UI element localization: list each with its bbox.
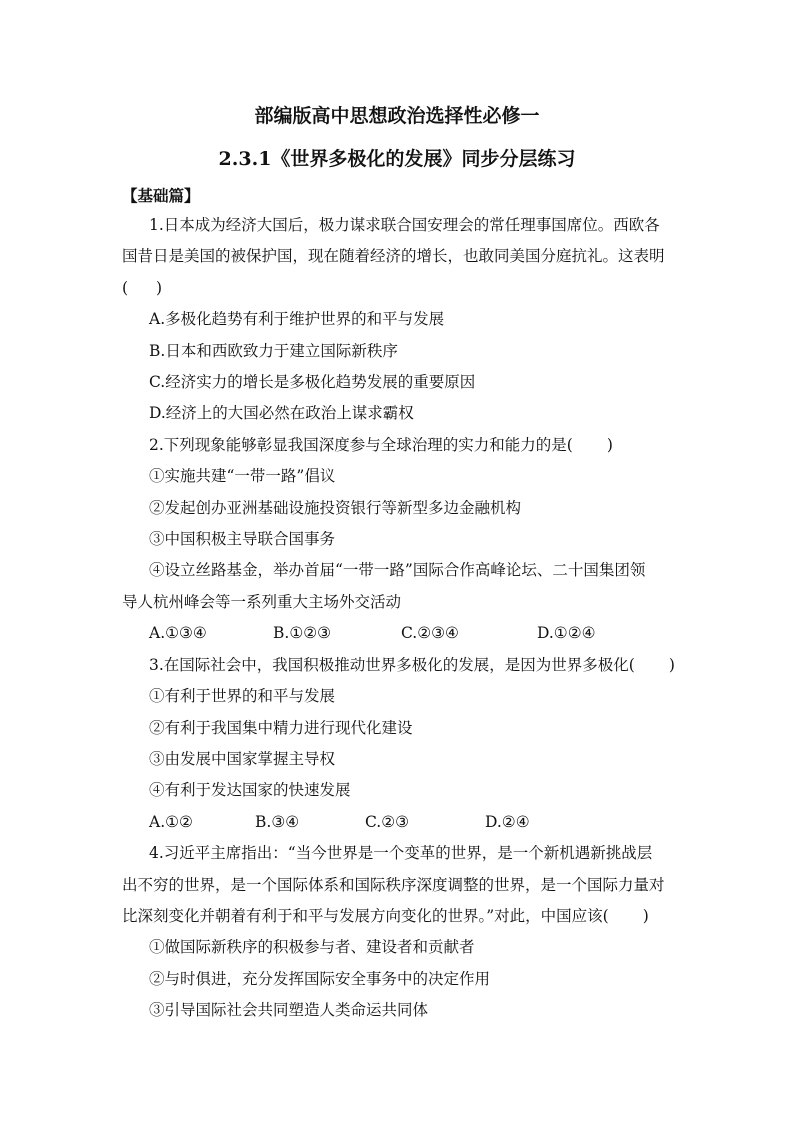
statement-3: ③引导国际社会共同塑造人类命运共同体 [149, 1001, 429, 1020]
question-2-stem: 2.下列现象能够彰显我国深度参与全球治理的实力和能力的是( ) [149, 435, 613, 454]
statement-4: ④有利于发达国家的快速发展 [149, 781, 351, 800]
statement-1: ①有利于世界的和平与发展 [149, 687, 336, 706]
option-b: B.日本和西欧致力于建立国际新秩序 [149, 341, 398, 360]
statement-3: ③由发展中国家掌握主导权 [149, 749, 336, 768]
question-4-stem: 4.习近平主席指出：“当今世界是一个变革的世界，是一个新机遇新挑战层 [149, 844, 653, 863]
statement-4: ④设立丝路基金，举办首届“一带一路”国际合作高峰论坛、二十国集团领 [149, 561, 646, 580]
document-subtitle: 2.3.1《世界多极化的发展》同步分层练习 [218, 148, 576, 170]
statement-3: ③中国积极主导联合国事务 [149, 530, 336, 549]
question-4-stem-cont: 出不穷的世界，是一个国际体系和国际秩序深度调整的世界，是一个国际力量对 [122, 875, 665, 894]
choice-c: C.②③④ [401, 624, 459, 643]
statement-2: ②有利于我国集中精力进行现代化建设 [149, 718, 413, 737]
choice-d: D.①②④ [537, 624, 596, 643]
choice-d: D.②④ [485, 812, 530, 831]
section-heading: 【基础篇】 [122, 186, 200, 205]
question-4-stem-cont: 比深刻变化并朝着有利于和平与发展方向变化的世界。”对此，中国应该( ) [122, 906, 649, 925]
choice-row [122, 618, 682, 649]
option-d: D.经济上的大国必然在政治上谋求霸权 [149, 404, 414, 423]
document-title: 部编版高中思想政治选择性必修一 [254, 105, 540, 127]
question-list [122, 210, 682, 1027]
statement-1: ①做国际新秩序的积极参与者、建设者和贡献者 [149, 938, 475, 957]
choice-c: C.②③ [365, 812, 410, 831]
choice-a: A.①③④ [149, 624, 207, 643]
statement-2: ②发起创办亚洲基础设施投资银行等新型多边金融机构 [149, 498, 522, 517]
choice-b: B.①②③ [273, 624, 332, 643]
choice-b: B.③④ [255, 812, 300, 831]
answer-paren: ( ) [122, 278, 163, 297]
question-1-stem-cont: 国昔日是美国的被保护国，现在随着经济的增长，也敢同美国分庭抗礼。这表明 [122, 247, 665, 266]
choice-a: A.①② [149, 812, 193, 831]
option-c: C.经济实力的增长是多极化趋势发展的重要原因 [149, 373, 476, 392]
statement-2: ②与时俱进，充分发挥国际安全事务中的决定作用 [149, 969, 491, 988]
statement-1: ①实施共建“一带一路”倡议 [149, 467, 336, 486]
question-3-stem: 3.在国际社会中，我国积极推动世界多极化的发展，是因为世界多极化( ) [149, 655, 675, 674]
choice-row [122, 807, 682, 838]
option-a: A.多极化趋势有利于维护世界的和平与发展 [149, 310, 445, 329]
statement-4-cont: 导人杭州峰会等一系列重大主场外交活动 [122, 592, 402, 611]
question-1-stem: 1.日本成为经济大国后，极力谋求联合国安理会的常任理事国席位。西欧各 [149, 216, 660, 234]
